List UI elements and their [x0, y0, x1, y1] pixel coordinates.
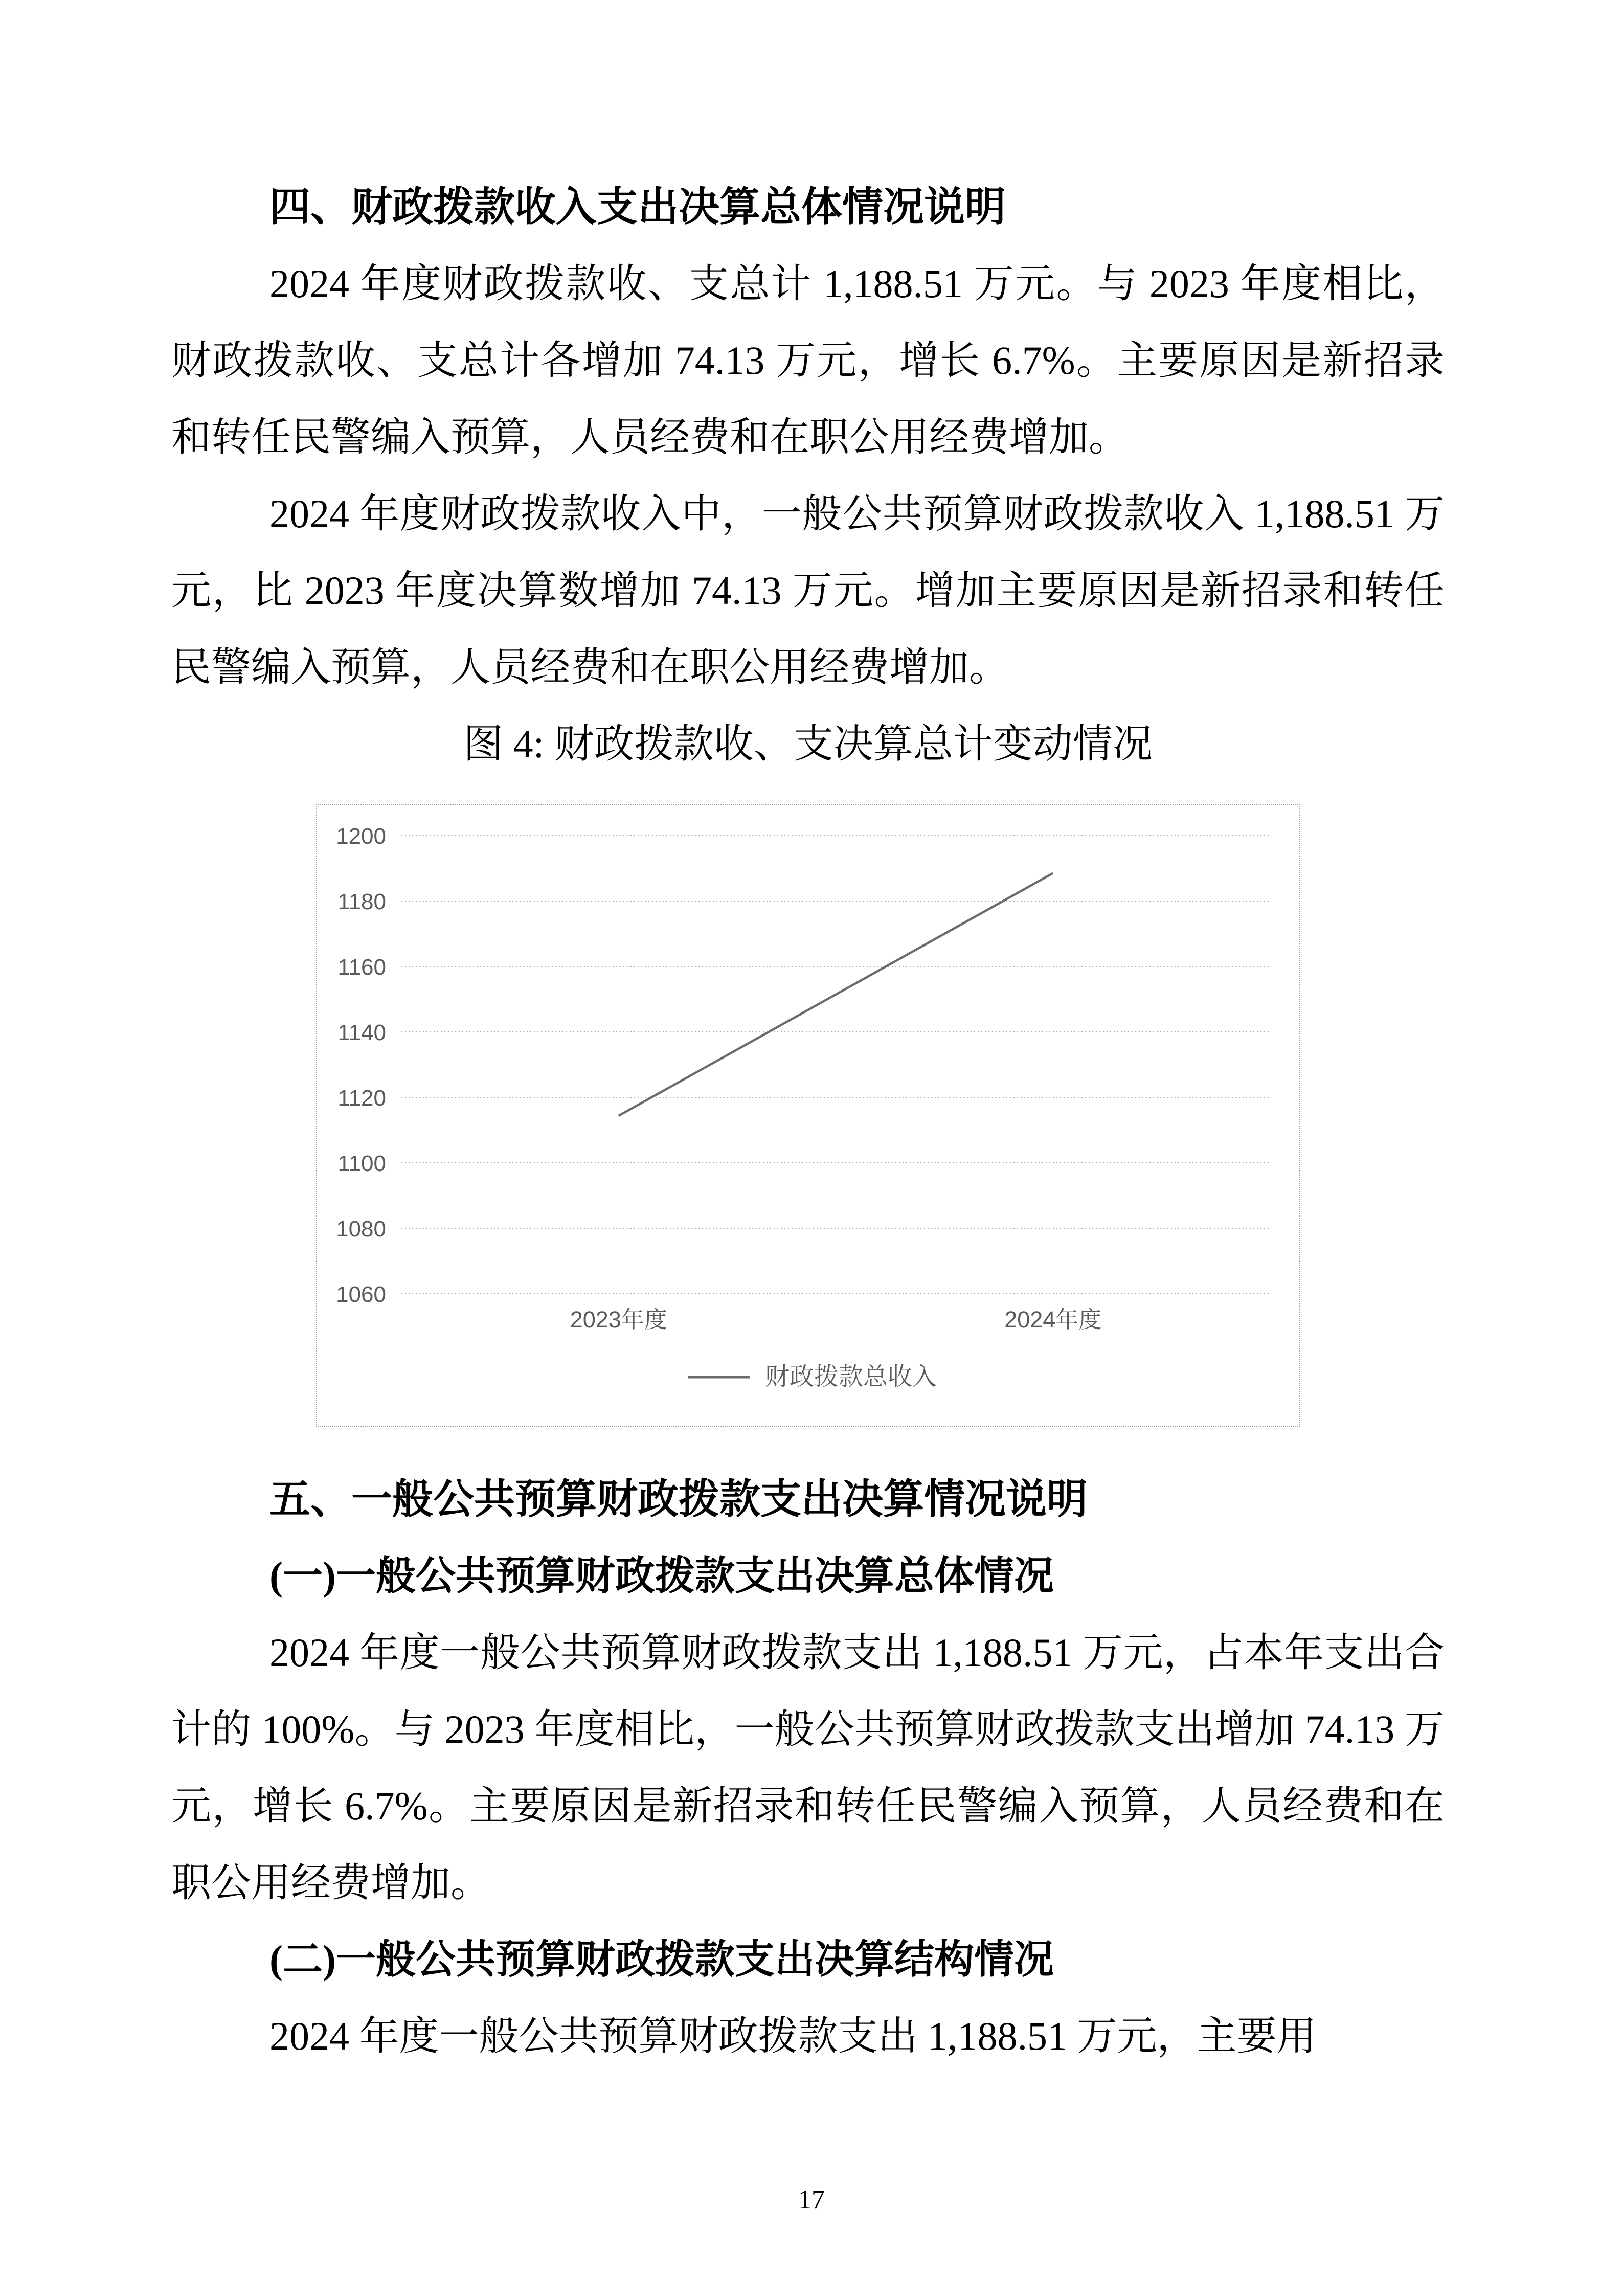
- spacer: [171, 1427, 1445, 1461]
- y-axis-tick-label: 1160: [337, 955, 386, 980]
- x-axis-label: 2024年度: [1004, 1307, 1102, 1333]
- y-axis-tick-label: 1100: [337, 1151, 386, 1176]
- section-5-paragraph-2: 2024 年度一般公共预算财政拨款支出 1,188.51 万元，主要用: [269, 2014, 1317, 2058]
- section-4-heading: 四、财政拨款收入支出决算总体情况说明: [269, 184, 1006, 230]
- y-axis-tick-label: 1080: [336, 1217, 386, 1242]
- section-5-paragraph-1: 2024 年度一般公共预算财政拨款支出 1,188.51 万元，占本年支出合计的 100%。与 2023 年度相比，一般公共预算财政拨款支出增加 74.13 万元，增长 6.7%。主要原因是新招录和转任民警编入预算，人员经费和在职公用经费增加。: [171, 1630, 1445, 1905]
- chart-canvas: [317, 805, 1297, 1426]
- y-axis-tick-label: 1180: [337, 889, 386, 914]
- section-5-heading: 五、一般公共预算财政拨款支出决算情况说明: [269, 1476, 1088, 1522]
- y-axis-tick-label: 1120: [337, 1086, 386, 1111]
- section-4-paragraph-2: 2024 年度财政拨款收入中，一般公共预算财政拨款收入 1,188.51 万元，比 2023 年度决算数增加 74.13 万元。增加主要原因是新招录和转任民警编入预算，人员经费和在职公用经费增加。: [171, 491, 1445, 689]
- section-5-subheading-1: (一)一般公共预算财政拨款支出决算总体情况: [269, 1554, 1054, 1598]
- page-number: 17: [798, 2185, 825, 2214]
- x-axis-label: 2023年度: [570, 1307, 667, 1333]
- legend-label: 财政拨款总收入: [765, 1363, 937, 1390]
- y-axis-tick-label: 1060: [336, 1282, 386, 1307]
- section-5-subheading-2: (二)一般公共预算财政拨款支出决算结构情况: [269, 1937, 1054, 1982]
- y-axis-tick-label: 1140: [337, 1020, 386, 1045]
- figure-4-line-chart: [316, 804, 1300, 1427]
- figure-4-caption: 图 4: 财政拨款收、支决算总计变动情况: [463, 722, 1153, 766]
- data-line-series-1: [619, 873, 1053, 1116]
- page-content: [171, 169, 1445, 2075]
- y-axis-tick-label: 1200: [336, 824, 386, 849]
- section-4-paragraph-1: 2024 年度财政拨款收、支总计 1,188.51 万元。与 2023 年度相比，财政拨款收、支总计各增加 74.13 万元，增长 6.7%。主要原因是新招录和转任民警编入预算，人员经费和在职公用经费增加。: [171, 261, 1445, 459]
